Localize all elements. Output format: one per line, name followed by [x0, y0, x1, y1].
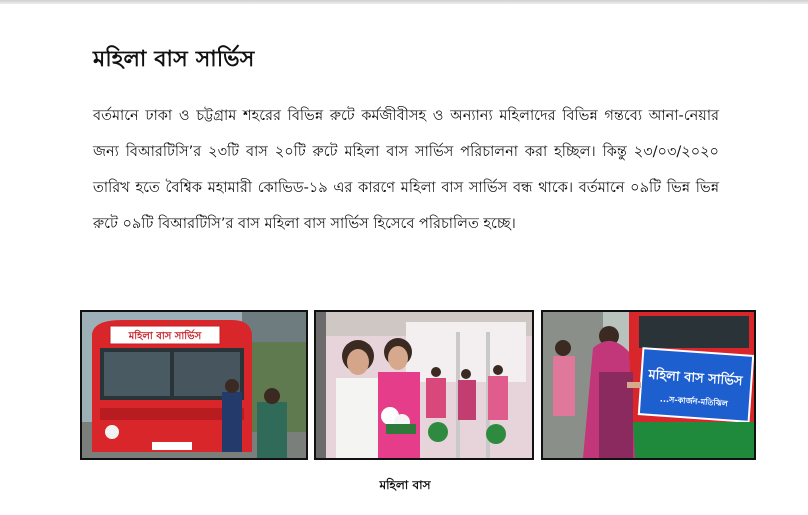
photo-strip [80, 310, 756, 462]
bus-side-illustration [543, 312, 754, 458]
top-shadow-bar [0, 0, 808, 4]
page-title: মহিলা বাস সার্ভিস [93, 47, 255, 72]
photo-bus-interior [314, 310, 534, 460]
bus-front-sign: মহিলা বাস সার্ভিস [128, 331, 202, 342]
photo-bus-front [80, 310, 308, 460]
bus-interior-illustration [316, 312, 532, 458]
photo-caption: মহিলা বাস [379, 478, 431, 492]
body-paragraph: বর্তমানে ঢাকা ও চট্টগ্রাম শহরের বিভিন্ন রুটে কর্মজীবীসহ ও অন্যান্য মহিলাদের বিভিন্ন গন্তব্যে আনা-নেয়ার জন্য বিআরটিসি’র ২৩টি বাস ২০টি রুটে মহিলা বাস সার্ভিস পরিচালনা করা হচ্ছিল। কিন্তু ২৩/০৩/২০২০ তারিখ হতে বৈশ্বিক মহামারী কোভিড-১৯ এর কারণে মহিলা বাস সার্ভিস বন্ধ থাকে। বর্তমানে ০৯টি ভিন্ন ভিন্ন রুটে ০৯টি বিআরটিসি’র বাস মহিলা বাস সার্ভিস হিসেবে পরিচালিত হচ্ছে। [93, 108, 719, 232]
bus-side-sign: মহিলা বাস সার্ভিস [647, 367, 743, 390]
bus-front-illustration [82, 312, 306, 458]
photo-bus-side [541, 310, 756, 460]
bus-side-route: ...স-কার্জন-মতিঝিল [659, 394, 729, 409]
